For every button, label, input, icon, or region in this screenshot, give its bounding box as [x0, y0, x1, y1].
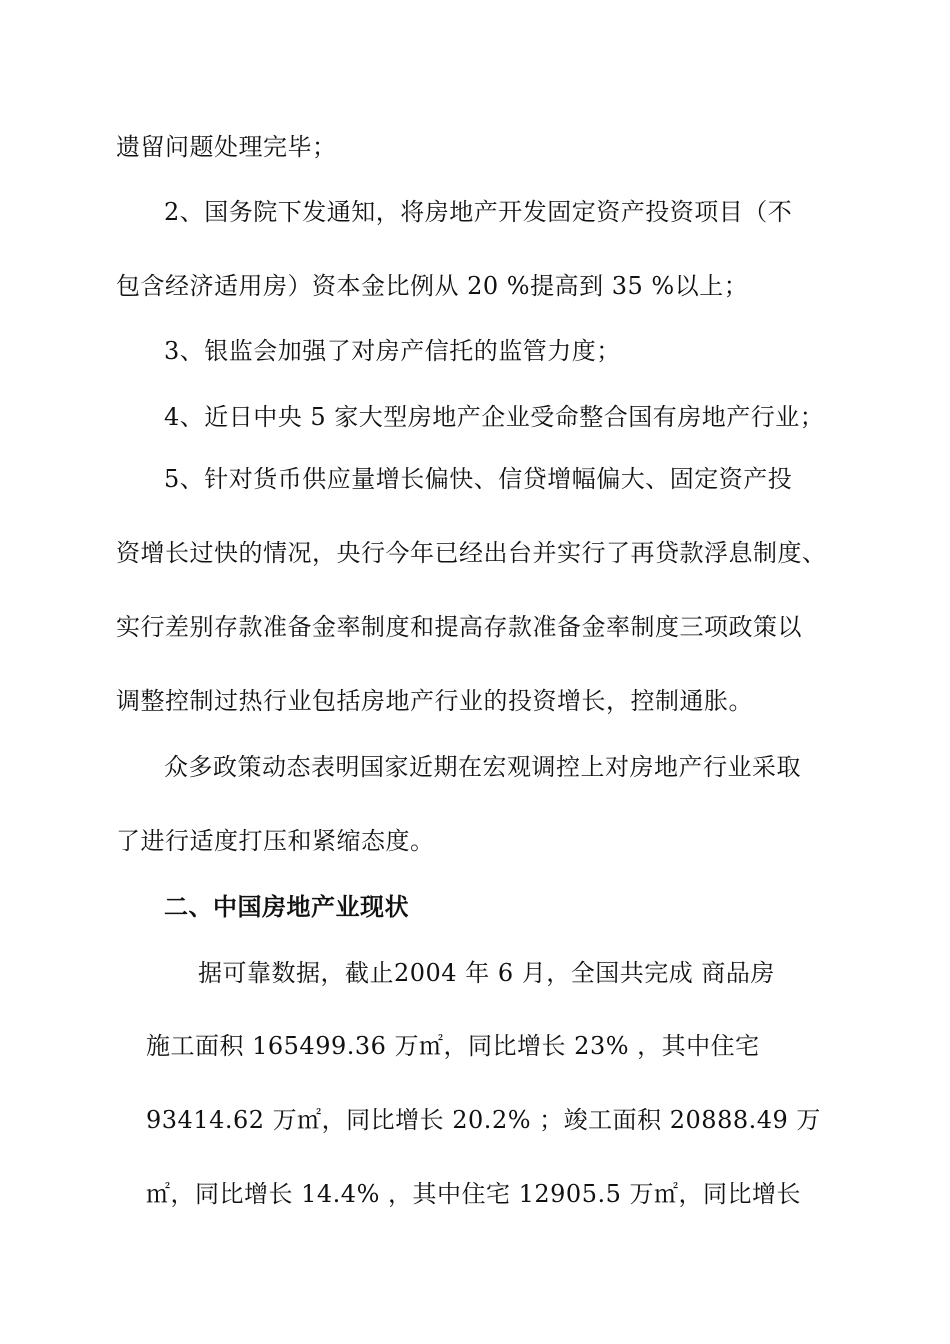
- text-line: 遗留问题处理完毕；: [116, 133, 337, 161]
- text-line: 施工面积 165499.36 万㎡，同比增长 23% ，其中住宅: [146, 1032, 760, 1060]
- text-line: 了进行适度打压和紧缩态度。: [116, 827, 435, 855]
- text-line: 5、针对货币供应量增长偏快、信贷增幅偏大、固定资产投: [164, 465, 793, 493]
- text-line: ㎡，同比增长 14.4% ，其中住宅 12905.5 万㎡，同比增长: [146, 1180, 802, 1208]
- text-line: 3、银监会加强了对房产信托的监管力度；: [164, 337, 621, 365]
- text-line: 资增长过快的情况，央行今年已经出台并实行了再贷款浮息制度、: [116, 539, 827, 567]
- text-line: 2、国务院下发通知，将房地产开发固定资产投资项目（不: [164, 198, 793, 226]
- text-line: 众多政策动态表明国家近期在宏观调控上对房地产行业采取: [164, 753, 801, 781]
- text-line: 93414.62 万㎡，同比增长 20.2% ；竣工面积 20888.49 万: [146, 1106, 821, 1134]
- text-line: 调整控制过热行业包括房地产行业的投资增长，控制通胀。: [116, 687, 753, 715]
- text-line: 包含经济适用房）资本金比例从 20 %提高到 35 %以上；: [116, 272, 749, 300]
- section-heading: 二、中国房地产业现状: [164, 892, 409, 921]
- text-line: 实行差别存款准备金率制度和提高存款准备金率制度三项政策以: [116, 613, 802, 641]
- text-line: 4、近日中央 5 家大型房地产企业受命整合国有房地产行业；: [164, 403, 825, 431]
- text-line: 据可靠数据，截止2004 年 6 月，全国共完成 商品房: [198, 959, 775, 987]
